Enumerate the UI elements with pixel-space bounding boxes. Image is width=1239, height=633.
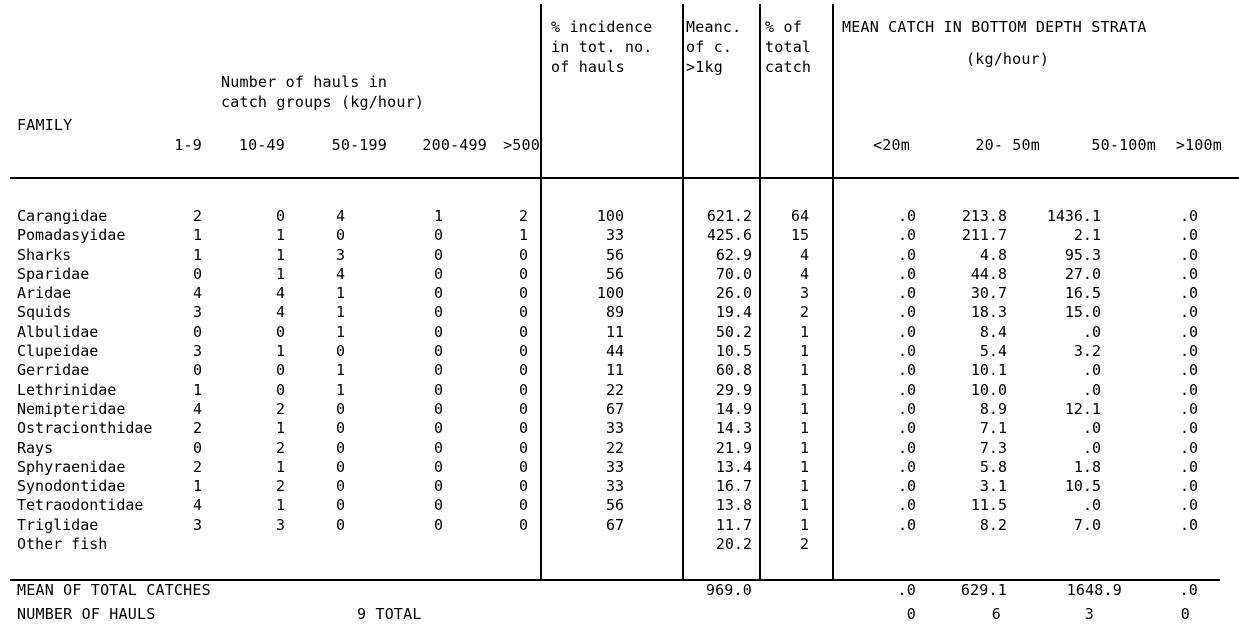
cell-meanc: 29.9 bbox=[715, 380, 752, 399]
cell-inc: 33 bbox=[605, 419, 624, 438]
family-name: Pomadasyidae bbox=[17, 226, 126, 245]
strata-mean-2: 11.5 bbox=[970, 496, 1007, 515]
meanc-header-3: >1kg bbox=[686, 58, 723, 76]
family-name: Triglidae bbox=[17, 515, 99, 534]
haul-count-group-5: 0 bbox=[518, 245, 528, 264]
haul-count-group-5: 0 bbox=[518, 477, 528, 496]
strata-mean-4: .0 bbox=[1179, 284, 1198, 303]
table-row bbox=[0, 246, 1239, 265]
strata-mean-4: .0 bbox=[1179, 361, 1198, 380]
incidence-header-2: in tot. no. bbox=[551, 38, 653, 56]
family-header: FAMILY bbox=[17, 116, 73, 134]
table-row bbox=[0, 361, 1239, 380]
haul-count-group-3: 4 bbox=[335, 207, 345, 225]
strata-mean-3: 95.3 bbox=[1064, 245, 1101, 264]
cell-inc: 56 bbox=[605, 496, 624, 515]
cell-inc: 22 bbox=[605, 380, 624, 399]
cell-meanc: 11.7 bbox=[715, 515, 752, 534]
haul-count-group-5: 0 bbox=[518, 303, 528, 322]
haul-count-group-4: 0 bbox=[433, 438, 443, 457]
strata-mean-1: .0 bbox=[897, 515, 916, 534]
haul-count-group-5: 0 bbox=[518, 399, 528, 418]
strata-mean-3: .0 bbox=[1082, 322, 1101, 341]
family-name: Other fish bbox=[17, 535, 108, 554]
cell-meanc: 21.9 bbox=[715, 438, 752, 457]
strata-mean-3: .0 bbox=[1082, 419, 1101, 438]
family-name: Nemipteridae bbox=[17, 399, 126, 418]
haul-count-group-4: 0 bbox=[433, 361, 443, 380]
haul-count-group-2: 3 bbox=[275, 515, 285, 534]
family-name: Gerridae bbox=[17, 361, 90, 380]
hauls-title-line2: catch groups (kg/hour) bbox=[221, 93, 425, 111]
haul-count-group-1: 1 bbox=[192, 380, 202, 399]
haul-count-group-2: 4 bbox=[275, 303, 285, 322]
haul-count-group-2: 1 bbox=[275, 419, 285, 438]
group-header-5: >500 bbox=[503, 136, 540, 154]
group-header-4: 200-499 bbox=[422, 136, 487, 154]
family-name: Rays bbox=[17, 438, 54, 457]
cell-inc: 56 bbox=[605, 264, 624, 283]
strata-mean-2: 5.4 bbox=[979, 342, 1007, 361]
table-row bbox=[0, 439, 1239, 458]
haul-count-group-2: 1 bbox=[275, 264, 285, 283]
family-name: Carangidae bbox=[17, 207, 108, 225]
strata-mean-3: .0 bbox=[1082, 496, 1101, 515]
cell-inc: 33 bbox=[605, 457, 624, 476]
mean-total-strata-2: 629.1 bbox=[960, 581, 1007, 599]
strata-mean-3: 1436.1 bbox=[1046, 207, 1101, 225]
cell-pct: 15 bbox=[790, 226, 809, 245]
cell-pct: 3 bbox=[799, 284, 809, 303]
cell-pct: 1 bbox=[799, 496, 809, 515]
mean-total-strata-3: 1648.9 bbox=[1066, 581, 1122, 599]
haul-count-group-3: 1 bbox=[335, 380, 345, 399]
strata-mean-2: 7.1 bbox=[979, 419, 1007, 438]
haul-count-group-3: 0 bbox=[335, 226, 345, 245]
strata-mean-3: 3.2 bbox=[1073, 342, 1101, 361]
strata-mean-3: .0 bbox=[1082, 361, 1101, 380]
haul-count-group-1: 3 bbox=[192, 342, 202, 361]
haul-count-group-2: 0 bbox=[275, 322, 285, 341]
haul-count-group-3: 0 bbox=[335, 515, 345, 534]
strata-header-3: 50-100m bbox=[1091, 136, 1156, 154]
cell-inc: 67 bbox=[605, 399, 624, 418]
cell-meanc: 70.0 bbox=[715, 264, 752, 283]
haul-count-group-1: 0 bbox=[192, 438, 202, 457]
pct-header-3: catch bbox=[765, 58, 812, 76]
haul-count-group-2: 2 bbox=[275, 399, 285, 418]
strata-mean-3: 27.0 bbox=[1064, 264, 1101, 283]
cell-inc: 100 bbox=[596, 284, 624, 303]
haul-count-group-3: 1 bbox=[335, 303, 345, 322]
strata-mean-3: 1.8 bbox=[1073, 457, 1101, 476]
haul-count-group-4: 0 bbox=[433, 419, 443, 438]
haul-count-group-2: 1 bbox=[275, 496, 285, 515]
haul-count-group-1: 1 bbox=[192, 245, 202, 264]
family-name: Synodontidae bbox=[17, 477, 126, 496]
haul-count-group-5: 1 bbox=[518, 226, 528, 245]
group-header-1: 1-9 bbox=[174, 136, 202, 154]
cell-pct: 2 bbox=[799, 535, 809, 554]
strata-mean-3: 12.1 bbox=[1064, 399, 1101, 418]
haul-count-group-4: 0 bbox=[433, 496, 443, 515]
haul-count-group-4: 0 bbox=[433, 477, 443, 496]
haul-count-group-3: 0 bbox=[335, 457, 345, 476]
haul-count-group-3: 1 bbox=[335, 322, 345, 341]
haul-count-group-4: 0 bbox=[433, 226, 443, 245]
strata-mean-3: 2.1 bbox=[1073, 226, 1101, 245]
strata-mean-3: .0 bbox=[1082, 380, 1101, 399]
strata-header-1: <20m bbox=[873, 136, 910, 154]
hauls-count-total: 9 TOTAL bbox=[357, 605, 422, 623]
haul-count-group-3: 1 bbox=[335, 284, 345, 303]
haul-count-group-3: 0 bbox=[335, 419, 345, 438]
group-header-3: 50-199 bbox=[331, 136, 387, 154]
strata-mean-3: 16.5 bbox=[1064, 284, 1101, 303]
cell-pct: 1 bbox=[799, 515, 809, 534]
strata-mean-1: .0 bbox=[897, 380, 916, 399]
cell-pct: 1 bbox=[799, 322, 809, 341]
strata-mean-2: 4.8 bbox=[979, 245, 1007, 264]
table-row bbox=[0, 303, 1239, 322]
cell-inc: 33 bbox=[605, 226, 624, 245]
haul-count-group-5: 0 bbox=[518, 438, 528, 457]
haul-count-group-1: 4 bbox=[192, 284, 202, 303]
hauls-count-label: NUMBER OF HAULS bbox=[17, 605, 156, 623]
cell-pct: 1 bbox=[799, 342, 809, 361]
table-row bbox=[0, 342, 1239, 361]
table-row bbox=[0, 496, 1239, 515]
haul-count-group-1: 0 bbox=[192, 322, 202, 341]
cell-meanc: 62.9 bbox=[715, 245, 752, 264]
cell-pct: 1 bbox=[799, 380, 809, 399]
strata-mean-4: .0 bbox=[1179, 380, 1198, 399]
haul-count-group-5: 0 bbox=[518, 515, 528, 534]
haul-count-group-5: 0 bbox=[518, 342, 528, 361]
incidence-header-3: of hauls bbox=[551, 58, 625, 76]
table-row bbox=[0, 284, 1239, 303]
haul-count-group-4: 0 bbox=[433, 399, 443, 418]
strata-mean-2: 18.3 bbox=[970, 303, 1007, 322]
strata-mean-2: 8.2 bbox=[979, 515, 1007, 534]
haul-count-group-2: 2 bbox=[275, 438, 285, 457]
haul-count-group-3: 3 bbox=[335, 245, 345, 264]
haul-count-group-2: 0 bbox=[275, 207, 285, 225]
cell-inc: 56 bbox=[605, 245, 624, 264]
cell-pct: 4 bbox=[799, 245, 809, 264]
cell-pct: 1 bbox=[799, 361, 809, 380]
hauls-title-line1: Number of hauls in bbox=[221, 73, 388, 91]
haul-count-group-3: 0 bbox=[335, 496, 345, 515]
table-row bbox=[0, 458, 1239, 477]
strata-mean-4: .0 bbox=[1179, 245, 1198, 264]
haul-count-group-4: 0 bbox=[433, 342, 443, 361]
strata-mean-3: 15.0 bbox=[1064, 303, 1101, 322]
haul-count-group-1: 2 bbox=[192, 207, 202, 225]
table-row bbox=[0, 419, 1239, 438]
strata-mean-4: .0 bbox=[1179, 438, 1198, 457]
strata-mean-2: 8.9 bbox=[979, 399, 1007, 418]
strata-mean-1: .0 bbox=[897, 342, 916, 361]
mean-total-strata-1: .0 bbox=[897, 581, 916, 599]
cell-inc: 100 bbox=[596, 207, 624, 225]
table-row bbox=[0, 400, 1239, 419]
strata-mean-1: .0 bbox=[897, 399, 916, 418]
family-name: Squids bbox=[17, 303, 72, 322]
strata-mean-1: .0 bbox=[897, 419, 916, 438]
cell-pct: 2 bbox=[799, 303, 809, 322]
haul-count-group-1: 1 bbox=[192, 477, 202, 496]
meanc-header-2: of c. bbox=[686, 38, 733, 56]
haul-count-group-2: 0 bbox=[275, 380, 285, 399]
table-row bbox=[0, 535, 1239, 554]
cell-meanc: 10.5 bbox=[715, 342, 752, 361]
haul-count-group-4: 0 bbox=[433, 303, 443, 322]
haul-count-group-5: 0 bbox=[518, 380, 528, 399]
strata-mean-2: 30.7 bbox=[970, 284, 1007, 303]
cell-pct: 1 bbox=[799, 438, 809, 457]
strata-mean-2: 7.3 bbox=[979, 438, 1007, 457]
haul-count-group-2: 0 bbox=[275, 361, 285, 380]
strata-mean-2: 3.1 bbox=[979, 477, 1007, 496]
strata-mean-1: .0 bbox=[897, 457, 916, 476]
cell-meanc: 60.8 bbox=[715, 361, 752, 380]
data-rows bbox=[0, 207, 1239, 554]
family-name: Sharks bbox=[17, 245, 72, 264]
mean-total-strata-4: .0 bbox=[1179, 581, 1198, 599]
strata-mean-2: 211.7 bbox=[961, 226, 1007, 245]
strata-mean-1: .0 bbox=[897, 226, 916, 245]
strata-mean-2: 8.4 bbox=[979, 322, 1007, 341]
haul-count-group-2: 1 bbox=[275, 226, 285, 245]
cell-meanc: 13.4 bbox=[715, 457, 752, 476]
haul-count-group-1: 2 bbox=[192, 419, 202, 438]
family-name: Albulidae bbox=[17, 322, 99, 341]
haul-count-group-4: 0 bbox=[433, 245, 443, 264]
strata-mean-4: .0 bbox=[1179, 303, 1198, 322]
haul-count-group-3: 0 bbox=[335, 477, 345, 496]
family-name: Clupeidae bbox=[17, 342, 99, 361]
strata-mean-4: .0 bbox=[1179, 457, 1198, 476]
strata-header-4: >100m bbox=[1175, 136, 1222, 154]
strata-mean-4: .0 bbox=[1179, 264, 1198, 283]
strata-mean-4: .0 bbox=[1179, 515, 1198, 534]
family-name: Aridae bbox=[17, 284, 72, 303]
strata-mean-2: 10.0 bbox=[970, 380, 1007, 399]
strata-mean-4: .0 bbox=[1179, 322, 1198, 341]
haul-count-group-1: 0 bbox=[192, 361, 202, 380]
strata-mean-3: .0 bbox=[1082, 438, 1101, 457]
group-header-2: 10-49 bbox=[238, 136, 285, 154]
hauls-count-strata-3: 3 bbox=[1084, 605, 1094, 623]
table-row bbox=[0, 226, 1239, 245]
haul-count-group-3: 0 bbox=[335, 342, 345, 361]
haul-count-group-5: 0 bbox=[518, 361, 528, 380]
strata-mean-2: 10.1 bbox=[970, 361, 1007, 380]
pct-header-2: total bbox=[765, 38, 812, 56]
strata-mean-4: .0 bbox=[1179, 419, 1198, 438]
haul-count-group-4: 0 bbox=[433, 284, 443, 303]
cell-meanc: 621.2 bbox=[706, 207, 752, 225]
family-name: Sparidae bbox=[17, 264, 90, 283]
family-name: Sphyraenidae bbox=[17, 457, 126, 476]
strata-mean-1: .0 bbox=[897, 284, 916, 303]
haul-count-group-4: 0 bbox=[433, 457, 443, 476]
cell-meanc: 425.6 bbox=[706, 226, 752, 245]
haul-count-group-2: 1 bbox=[275, 245, 285, 264]
header-rule bbox=[10, 177, 1239, 179]
cell-meanc: 13.8 bbox=[715, 496, 752, 515]
haul-count-group-4: 0 bbox=[433, 515, 443, 534]
cell-inc: 89 bbox=[605, 303, 624, 322]
table-row bbox=[0, 477, 1239, 496]
cell-inc: 33 bbox=[605, 477, 624, 496]
strata-mean-4: .0 bbox=[1179, 477, 1198, 496]
cell-meanc: 14.3 bbox=[715, 419, 752, 438]
pct-header-1: % of bbox=[765, 18, 802, 36]
haul-count-group-1: 4 bbox=[192, 496, 202, 515]
haul-count-group-4: 0 bbox=[433, 264, 443, 283]
haul-count-group-4: 0 bbox=[433, 380, 443, 399]
haul-count-group-1: 4 bbox=[192, 399, 202, 418]
strata-mean-4: .0 bbox=[1179, 399, 1198, 418]
mean-total-value: 969.0 bbox=[705, 581, 752, 599]
strata-mean-1: .0 bbox=[897, 207, 916, 225]
strata-title-line1: MEAN CATCH IN BOTTOM DEPTH STRATA bbox=[842, 18, 1147, 36]
mean-total-label: MEAN OF TOTAL CATCHES bbox=[17, 581, 211, 599]
strata-mean-1: .0 bbox=[897, 438, 916, 457]
strata-header-2: 20- 50m bbox=[975, 136, 1040, 154]
cell-inc: 22 bbox=[605, 438, 624, 457]
strata-mean-1: .0 bbox=[897, 264, 916, 283]
haul-count-group-1: 2 bbox=[192, 457, 202, 476]
strata-mean-3: 10.5 bbox=[1064, 477, 1101, 496]
strata-mean-1: .0 bbox=[897, 245, 916, 264]
family-name: Ostracionthidae bbox=[17, 419, 153, 438]
cell-meanc: 20.2 bbox=[715, 535, 752, 554]
haul-count-group-4: 1 bbox=[433, 207, 443, 225]
strata-mean-4: .0 bbox=[1179, 207, 1198, 225]
cell-pct: 64 bbox=[790, 207, 809, 225]
haul-count-group-4: 0 bbox=[433, 322, 443, 341]
haul-count-group-5: 0 bbox=[518, 457, 528, 476]
cell-inc: 11 bbox=[605, 361, 624, 380]
haul-count-group-5: 2 bbox=[518, 207, 528, 225]
haul-count-group-2: 2 bbox=[275, 477, 285, 496]
haul-count-group-1: 0 bbox=[192, 264, 202, 283]
strata-mean-4: .0 bbox=[1179, 496, 1198, 515]
haul-count-group-5: 0 bbox=[518, 419, 528, 438]
meanc-header-1: Meanc. bbox=[686, 18, 742, 36]
cell-inc: 44 bbox=[605, 342, 624, 361]
haul-count-group-2: 1 bbox=[275, 457, 285, 476]
haul-count-group-5: 0 bbox=[518, 284, 528, 303]
haul-count-group-2: 1 bbox=[275, 342, 285, 361]
cell-pct: 1 bbox=[799, 399, 809, 418]
family-name: Lethrinidae bbox=[17, 380, 117, 399]
haul-count-group-1: 3 bbox=[192, 515, 202, 534]
cell-meanc: 14.9 bbox=[715, 399, 752, 418]
haul-count-group-3: 4 bbox=[335, 264, 345, 283]
cell-meanc: 16.7 bbox=[715, 477, 752, 496]
cell-pct: 1 bbox=[799, 477, 809, 496]
cell-inc: 67 bbox=[605, 515, 624, 534]
haul-count-group-5: 0 bbox=[518, 322, 528, 341]
strata-mean-3: 7.0 bbox=[1073, 515, 1101, 534]
table-row bbox=[0, 323, 1239, 342]
hauls-count-strata-1: 0 bbox=[906, 605, 916, 623]
family-name: Tetraodontidae bbox=[17, 496, 144, 515]
hauls-count-strata-2: 6 bbox=[991, 605, 1001, 623]
haul-count-group-3: 0 bbox=[335, 399, 345, 418]
table-row bbox=[0, 265, 1239, 284]
haul-count-group-3: 0 bbox=[335, 438, 345, 457]
haul-count-group-3: 1 bbox=[335, 361, 345, 380]
haul-count-group-2: 4 bbox=[275, 284, 285, 303]
strata-mean-4: .0 bbox=[1179, 226, 1198, 245]
strata-mean-2: 5.8 bbox=[979, 457, 1007, 476]
haul-count-group-1: 3 bbox=[192, 303, 202, 322]
cell-inc: 11 bbox=[605, 322, 624, 341]
strata-mean-2: 44.8 bbox=[970, 264, 1007, 283]
strata-mean-4: .0 bbox=[1179, 342, 1198, 361]
strata-mean-1: .0 bbox=[897, 477, 916, 496]
haul-count-group-1: 1 bbox=[192, 226, 202, 245]
strata-mean-1: .0 bbox=[897, 496, 916, 515]
strata-mean-1: .0 bbox=[897, 303, 916, 322]
incidence-header-1: % incidence bbox=[551, 18, 653, 36]
table-row bbox=[0, 381, 1239, 400]
cell-pct: 1 bbox=[799, 419, 809, 438]
cell-meanc: 26.0 bbox=[715, 284, 752, 303]
cell-meanc: 50.2 bbox=[715, 322, 752, 341]
haul-count-group-5: 0 bbox=[518, 264, 528, 283]
table-row bbox=[0, 207, 1239, 226]
hauls-count-strata-4: 0 bbox=[1180, 605, 1190, 623]
cell-pct: 4 bbox=[799, 264, 809, 283]
cell-pct: 1 bbox=[799, 457, 809, 476]
strata-title-line2: (kg/hour) bbox=[966, 50, 1050, 68]
cell-meanc: 19.4 bbox=[715, 303, 752, 322]
haul-count-group-5: 0 bbox=[518, 496, 528, 515]
strata-mean-1: .0 bbox=[897, 361, 916, 380]
strata-mean-1: .0 bbox=[897, 322, 916, 341]
table-row bbox=[0, 516, 1239, 535]
strata-mean-2: 213.8 bbox=[961, 207, 1007, 225]
